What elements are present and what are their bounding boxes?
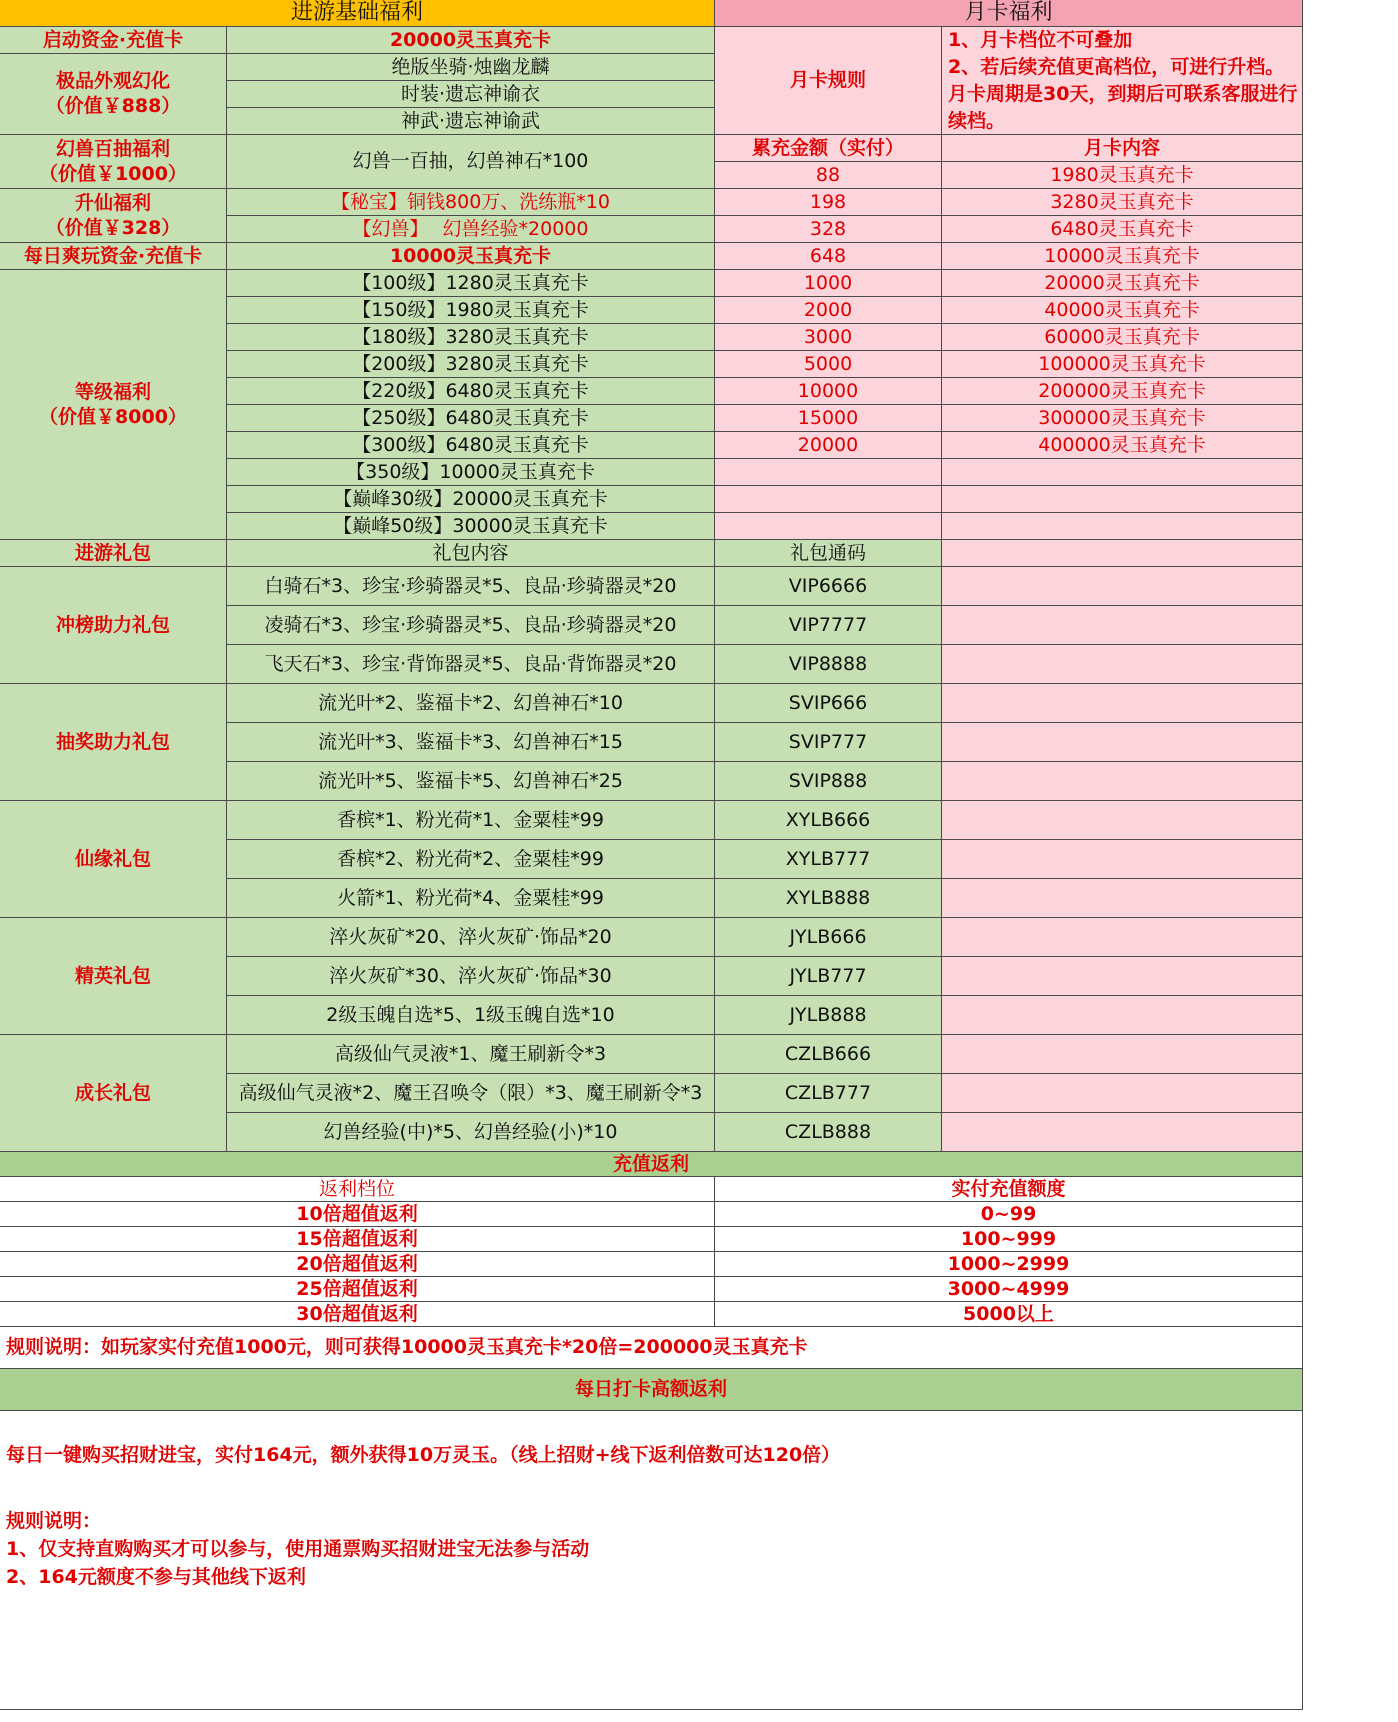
gift-code[interactable]: CZLB888 <box>715 1113 942 1152</box>
daily-fund-label[interactable]: 每日爽玩资金·充值卡 <box>0 243 227 270</box>
appearance-item[interactable]: 神武·遗忘神谕武 <box>227 108 715 135</box>
monthly-amount[interactable]: 328 <box>715 216 942 243</box>
checkin-title[interactable]: 每日打卡高额返利 <box>0 1369 1303 1411</box>
monthly-amount[interactable]: 10000 <box>715 378 942 405</box>
gift-code[interactable]: JYLB888 <box>715 996 942 1035</box>
monthly-empty[interactable] <box>715 513 942 540</box>
gift-group-name[interactable]: 抽奖助力礼包 <box>0 684 227 801</box>
rebate-col-tier[interactable]: 返利档位 <box>0 1177 715 1202</box>
monthly-card-title[interactable]: 月卡福利 <box>715 0 1303 27</box>
monthly-content[interactable]: 300000灵玉真充卡 <box>942 405 1303 432</box>
gift-empty[interactable] <box>942 645 1303 684</box>
gift-empty[interactable] <box>942 1113 1303 1152</box>
gift-code[interactable]: XYLB666 <box>715 801 942 840</box>
monthly-empty[interactable] <box>942 513 1303 540</box>
ascend-text: 铜钱800万、洗练瓶*10 <box>407 190 610 213</box>
gift-header-empty[interactable] <box>942 540 1303 567</box>
gift-header-code[interactable]: 礼包通码 <box>715 540 942 567</box>
beast-draw-label[interactable] <box>0 135 227 189</box>
gift-content[interactable]: 流光叶*3、鉴福卡*3、幻兽神石*15 <box>227 723 715 762</box>
ascend-tag: 【幻兽】 <box>352 217 429 240</box>
level-item[interactable]: 【220级】6480灵玉真充卡 <box>227 378 715 405</box>
gift-code[interactable]: CZLB777 <box>715 1074 942 1113</box>
level-item[interactable]: 【180级】3280灵玉真充卡 <box>227 324 715 351</box>
monthly-amount[interactable]: 198 <box>715 189 942 216</box>
gift-code[interactable]: XYLB888 <box>715 879 942 918</box>
cell-line: 等级福利 <box>74 380 151 403</box>
level-item[interactable]: 【200级】3280灵玉真充卡 <box>227 351 715 378</box>
gift-group-name[interactable]: 成长礼包 <box>0 1035 227 1152</box>
level-label[interactable] <box>0 270 227 540</box>
gift-group-name[interactable]: 仙缘礼包 <box>0 801 227 918</box>
gift-code[interactable]: XYLB777 <box>715 840 942 879</box>
monthly-amount[interactable]: 3000 <box>715 324 942 351</box>
monthly-amount[interactable]: 648 <box>715 243 942 270</box>
ascend-label[interactable] <box>0 189 227 243</box>
rebate-title[interactable]: 充值返利 <box>0 1152 1303 1177</box>
level-item[interactable]: 【100级】1280灵玉真充卡 <box>227 270 715 297</box>
gift-empty[interactable] <box>942 879 1303 918</box>
checkin-rules-title: 规则说明： <box>6 1510 102 1532</box>
gift-content[interactable]: 飞天石*3、珍宝·背饰器灵*5、良品·背饰器灵*20 <box>227 645 715 684</box>
monthly-amount[interactable]: 88 <box>715 162 942 189</box>
gift-group-name[interactable]: 冲榜助力礼包 <box>0 567 227 684</box>
gift-content[interactable]: 淬火灰矿*20、淬火灰矿·饰品*20 <box>227 918 715 957</box>
gift-content[interactable]: 流光叶*2、鉴福卡*2、幻兽神石*10 <box>227 684 715 723</box>
monthly-rule-line: 1、月卡档位不可叠加 <box>948 28 1133 51</box>
ascend-row[interactable] <box>227 216 715 243</box>
gift-header-content[interactable]: 礼包内容 <box>227 540 715 567</box>
ascend-row[interactable] <box>227 189 715 216</box>
gift-code[interactable]: VIP7777 <box>715 606 942 645</box>
checkin-line: 每日一键购买招财进宝，实付164元，额外获得10万灵玉。（线上招财+线下返利倍数可达120倍） <box>6 1444 841 1466</box>
monthly-rule-line: 2、若后续充值更高档位，可进行升档。月卡周期是30天，到期后可联系客服进行续档。 <box>948 55 1298 132</box>
gift-content[interactable]: 香槟*1、粉光荷*1、金粟桂*99 <box>227 801 715 840</box>
gift-content[interactable]: 2级玉魄自选*5、1级玉魄自选*10 <box>227 996 715 1035</box>
monthly-col-content[interactable]: 月卡内容 <box>942 135 1303 162</box>
checkin-rule: 2、164元额度不参与其他线下返利 <box>6 1566 306 1588</box>
cell-line: （价值￥888） <box>45 95 181 117</box>
level-item[interactable]: 【300级】6480灵玉真充卡 <box>227 432 715 459</box>
monthly-empty[interactable] <box>715 459 942 486</box>
monthly-content[interactable]: 100000灵玉真充卡 <box>942 351 1303 378</box>
base-welfare-title[interactable]: 进游基础福利 <box>0 0 715 27</box>
monthly-content[interactable]: 200000灵玉真充卡 <box>942 378 1303 405</box>
beast-draw-value[interactable]: 幻兽一百抽，幻兽神石*100 <box>227 135 715 189</box>
level-item[interactable]: 【巅峰30级】20000灵玉真充卡 <box>227 486 715 513</box>
monthly-empty[interactable] <box>942 486 1303 513</box>
ascend-text: 幻兽经验*20000 <box>442 217 589 240</box>
monthly-content[interactable]: 10000灵玉真充卡 <box>942 243 1303 270</box>
cell-line: （价值￥1000） <box>39 162 187 185</box>
gift-code[interactable]: VIP8888 <box>715 645 942 684</box>
rebate-tier[interactable]: 10倍超值返利 <box>0 1202 715 1227</box>
monthly-amount[interactable]: 15000 <box>715 405 942 432</box>
appearance-item[interactable]: 时装·遗忘神谕衣 <box>227 81 715 108</box>
level-item[interactable]: 【150级】1980灵玉真充卡 <box>227 297 715 324</box>
rebate-note[interactable]: 规则说明：如玩家实付充值1000元，则可获得10000灵玉真充卡*20倍=200000灵玉真充卡 <box>0 1327 1303 1369</box>
monthly-rules-text[interactable] <box>942 27 1303 135</box>
cell-line: 升仙福利 <box>74 191 151 214</box>
gift-empty[interactable] <box>942 762 1303 801</box>
rebate-amount[interactable]: 5000以上 <box>715 1302 1303 1327</box>
gift-empty[interactable] <box>942 606 1303 645</box>
gift-empty[interactable] <box>942 1074 1303 1113</box>
startup-fund-value[interactable]: 20000灵玉真充卡 <box>227 27 715 54</box>
cell-line: （价值￥8000） <box>39 405 187 428</box>
rebate-amount[interactable]: 1000~2999 <box>715 1252 1303 1277</box>
monthly-content[interactable]: 1980灵玉真充卡 <box>942 162 1303 189</box>
gift-empty[interactable] <box>942 567 1303 606</box>
gift-content[interactable]: 火箭*1、粉光荷*4、金粟桂*99 <box>227 879 715 918</box>
gift-content[interactable]: 凌骑石*3、珍宝·珍骑器灵*5、良品·珍骑器灵*20 <box>227 606 715 645</box>
gift-code[interactable]: VIP6666 <box>715 567 942 606</box>
gift-code[interactable]: CZLB666 <box>715 1035 942 1074</box>
startup-fund-label[interactable]: 启动资金·充值卡 <box>0 27 227 54</box>
rebate-tier[interactable]: 25倍超值返利 <box>0 1277 715 1302</box>
gift-header-name[interactable]: 进游礼包 <box>0 540 227 567</box>
monthly-amount[interactable]: 5000 <box>715 351 942 378</box>
level-item[interactable]: 【350级】10000灵玉真充卡 <box>227 459 715 486</box>
rebate-tier[interactable]: 30倍超值返利 <box>0 1302 715 1327</box>
monthly-empty[interactable] <box>715 486 942 513</box>
gift-empty[interactable] <box>942 1035 1303 1074</box>
gift-content[interactable]: 幻兽经验(中)*5、幻兽经验(小)*10 <box>227 1113 715 1152</box>
gift-content[interactable]: 高级仙气灵液*1、魔王刷新令*3 <box>227 1035 715 1074</box>
monthly-amount[interactable]: 1000 <box>715 270 942 297</box>
rebate-tier[interactable]: 20倍超值返利 <box>0 1252 715 1277</box>
monthly-empty[interactable] <box>942 459 1303 486</box>
daily-fund-value[interactable]: 10000灵玉真充卡 <box>227 243 715 270</box>
gift-code[interactable]: SVIP777 <box>715 723 942 762</box>
gift-content[interactable]: 淬火灰矿*30、淬火灰矿·饰品*30 <box>227 957 715 996</box>
gift-empty[interactable] <box>942 801 1303 840</box>
gift-empty[interactable] <box>942 957 1303 996</box>
monthly-content[interactable]: 60000灵玉真充卡 <box>942 324 1303 351</box>
checkin-rule: 1、仅支持直购购买才可以参与，使用通票购买招财进宝无法参与活动 <box>6 1538 590 1560</box>
gift-empty[interactable] <box>942 918 1303 957</box>
monthly-amount[interactable]: 20000 <box>715 432 942 459</box>
checkin-body[interactable] <box>0 1411 1303 1710</box>
gift-content[interactable]: 白骑石*3、珍宝·珍骑器灵*5、良品·珍骑器灵*20 <box>227 567 715 606</box>
appearance-label[interactable] <box>0 54 227 135</box>
monthly-content[interactable]: 6480灵玉真充卡 <box>942 216 1303 243</box>
gift-code[interactable]: SVIP888 <box>715 762 942 801</box>
rebate-amount[interactable]: 0~99 <box>715 1202 1303 1227</box>
rebate-amount[interactable]: 100~999 <box>715 1227 1303 1252</box>
level-item[interactable]: 【巅峰50级】30000灵玉真充卡 <box>227 513 715 540</box>
rebate-amount[interactable]: 3000~4999 <box>715 1277 1303 1302</box>
gift-group-name[interactable]: 精英礼包 <box>0 918 227 1035</box>
gift-empty[interactable] <box>942 840 1303 879</box>
gift-code[interactable]: JYLB666 <box>715 918 942 957</box>
monthly-content[interactable]: 40000灵玉真充卡 <box>942 297 1303 324</box>
monthly-content[interactable]: 3280灵玉真充卡 <box>942 189 1303 216</box>
gift-content[interactable]: 香槟*2、粉光荷*2、金粟桂*99 <box>227 840 715 879</box>
gift-content[interactable]: 高级仙气灵液*2、魔王召唤令（限）*3、魔王刷新令*3 <box>227 1074 715 1113</box>
gift-code[interactable]: JYLB777 <box>715 957 942 996</box>
rebate-tier[interactable]: 15倍超值返利 <box>0 1227 715 1252</box>
monthly-content[interactable]: 400000灵玉真充卡 <box>942 432 1303 459</box>
appearance-item[interactable]: 绝版坐骑·烛幽龙麟 <box>227 54 715 81</box>
monthly-rules-label[interactable]: 月卡规则 <box>715 27 942 135</box>
cell-line: （价值￥328） <box>45 216 181 239</box>
monthly-col-amount[interactable]: 累充金额（实付） <box>715 135 942 162</box>
level-item[interactable]: 【250级】6480灵玉真充卡 <box>227 405 715 432</box>
gift-content[interactable]: 流光叶*5、鉴福卡*5、幻兽神石*25 <box>227 762 715 801</box>
rebate-col-amount[interactable]: 实付充值额度 <box>715 1177 1303 1202</box>
gift-empty[interactable] <box>942 723 1303 762</box>
cell-line: 幻兽百抽福利 <box>55 137 170 160</box>
gift-empty[interactable] <box>942 684 1303 723</box>
cell-line: 极品外观幻化 <box>55 70 170 93</box>
ascend-tag: 【秘宝】 <box>331 190 408 213</box>
gift-code[interactable]: SVIP666 <box>715 684 942 723</box>
gift-empty[interactable] <box>942 996 1303 1035</box>
monthly-amount[interactable]: 2000 <box>715 297 942 324</box>
monthly-content[interactable]: 20000灵玉真充卡 <box>942 270 1303 297</box>
